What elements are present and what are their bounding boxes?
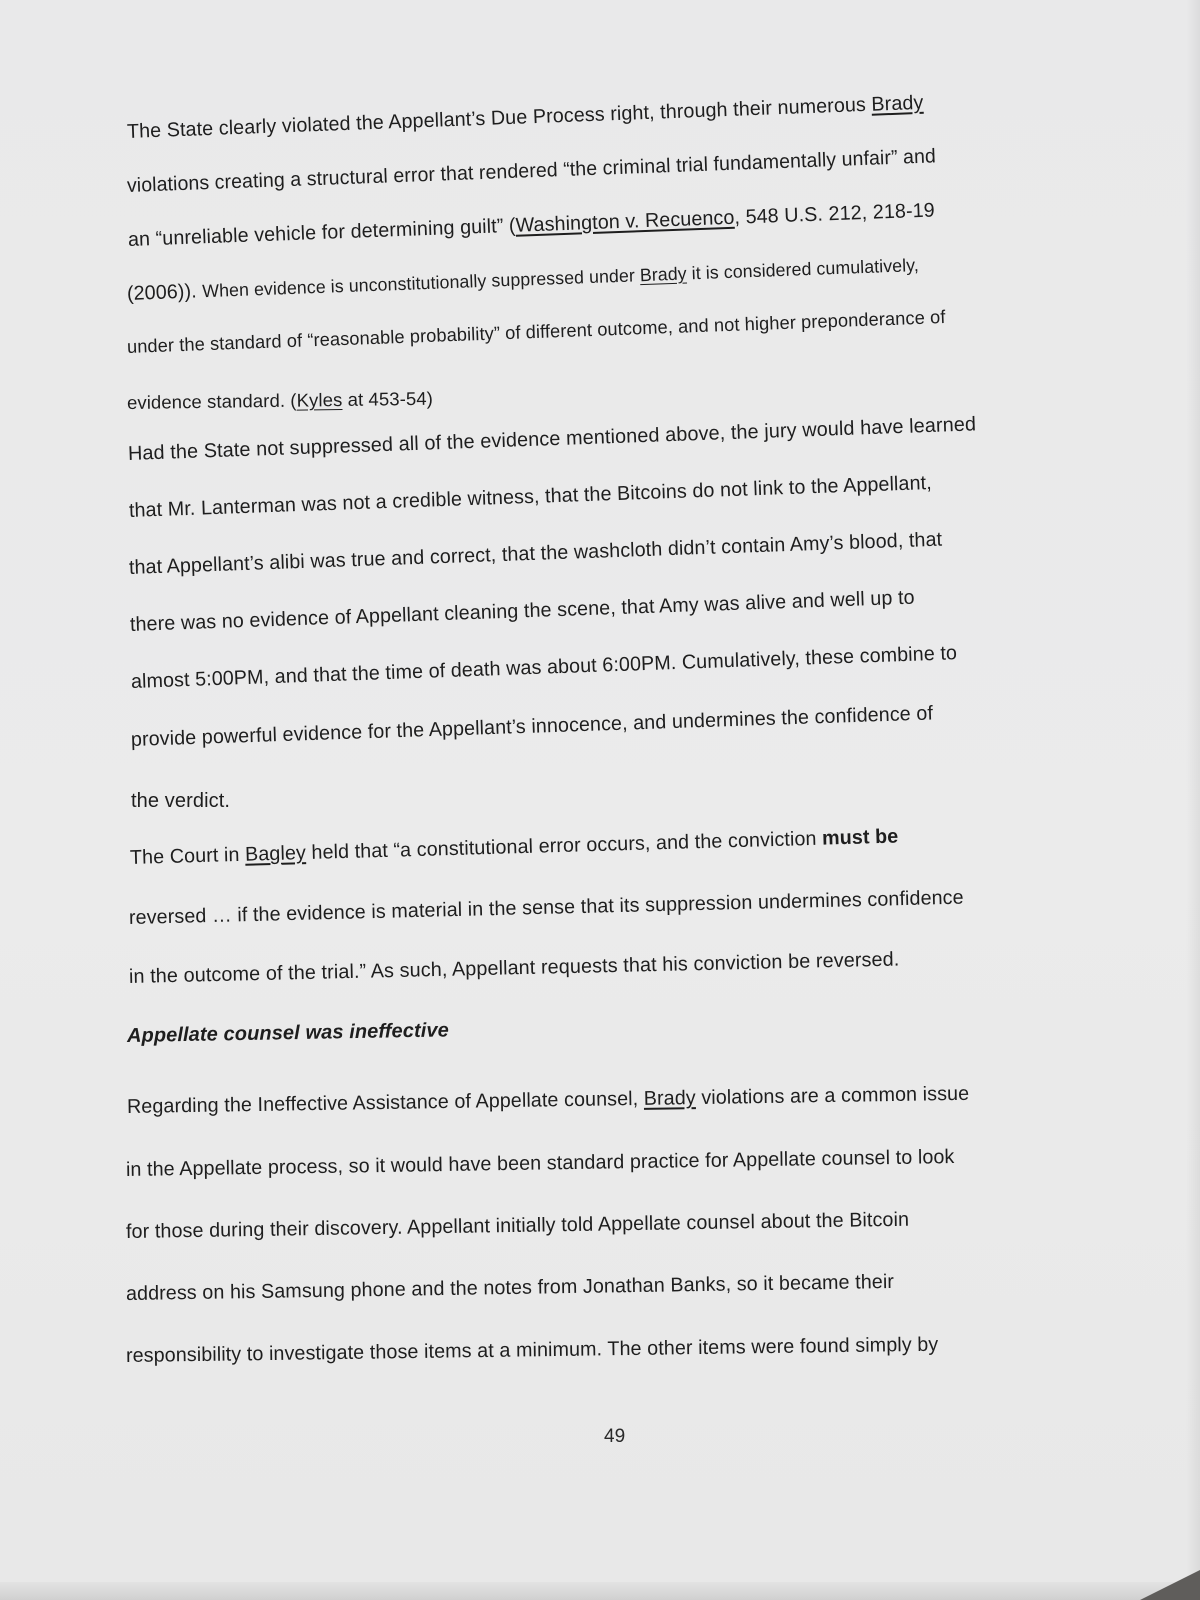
p4-line-5 <box>126 1334 939 1368</box>
p2-line-7 <box>131 790 230 813</box>
p4-line-3 <box>126 1209 909 1244</box>
p2-line-1-text: Had the State not suppressed all of the evidence mentioned above, the jury would have learned <box>127 413 977 465</box>
p1-line-5 <box>127 306 946 358</box>
case-ref-washington: Washington v. Recuenco <box>515 206 735 237</box>
p3-line-3 <box>129 949 900 989</box>
p1-line-5-text: under the standard of “reasonable probability” of different outcome, and not higher preponderance of <box>126 305 946 357</box>
p2-line-7-text: the verdict. <box>131 790 231 812</box>
p1-line-4-text-c: it is considered cumulatively, <box>686 254 920 284</box>
p1-line-2 <box>127 145 937 198</box>
p3-line-2 <box>129 887 964 930</box>
p4-line-3-text: for those during their discovery. Appellant initially told Appellate counsel about the Bitcoin <box>125 1208 910 1243</box>
p3-line-2-text: reversed … if the evidence is material in the sense that its suppression undermines confidence <box>128 886 964 929</box>
p3-line-1-text-b: held that “a constitutional error occurs, and the conviction <box>305 827 823 865</box>
p4-line-4 <box>126 1271 894 1306</box>
case-ref-brady-2: Brady <box>639 263 688 286</box>
p3-line-1 <box>130 826 899 870</box>
p1-line-1 <box>127 92 924 144</box>
p4-line-1 <box>127 1083 970 1119</box>
p3-emphasis-must-be: must be <box>821 825 899 850</box>
p3-line-1-text-a: The Court in <box>129 843 246 869</box>
p1-line-3 <box>128 199 936 252</box>
p2-line-4-text: there was no evidence of Appellant cleaning the scene, that Amy was alive and well up to <box>129 586 916 636</box>
p4-line-1-text-b: violations are a common issue <box>695 1082 970 1110</box>
case-ref-brady: Brady <box>871 91 924 116</box>
p3-line-3-text: in the outcome of the trial.” As such, Appellant requests that his conviction be reversed. <box>128 948 900 988</box>
page-bottom-edge <box>0 1582 1200 1600</box>
p2-line-6 <box>131 702 934 752</box>
p4-line-2-text: in the Appellate process, so it would have been standard practice for Appellate counsel to look <box>125 1145 955 1181</box>
p1-line-1-text: The State clearly violated the Appellant’s Due Process right, through their numerous <box>126 93 872 143</box>
p2-line-4 <box>130 587 915 637</box>
page-edge-shadow <box>1186 0 1200 1600</box>
p1-line-6-text-b: at 453-54) <box>342 387 434 410</box>
p2-line-2 <box>129 472 933 523</box>
p1-line-3-text-a: an “unreliable vehicle for determining guilt” ( <box>127 214 517 251</box>
p4-line-5-text: responsibility to investigate those items at a minimum. The other items were found simply by <box>125 1333 939 1367</box>
case-ref-bagley: Bagley <box>244 842 307 866</box>
page-number: 49 <box>604 1426 626 1447</box>
p1-line-3-text-b: , 548 U.S. 212, 218-19 <box>734 199 936 229</box>
p2-line-5-text: almost 5:00PM, and that the time of death was about 6:00PM. Cumulatively, these combine to <box>130 642 958 693</box>
section-heading <box>127 1019 449 1048</box>
p2-line-6-text: provide powerful evidence for the Appellant’s innocence, and undermines the confidence of <box>130 702 934 751</box>
p4-line-2 <box>126 1146 955 1182</box>
p4-line-4-text: address on his Samsung phone and the notes from Jonathan Banks, so it became their <box>125 1270 895 1305</box>
p1-line-6-text-a: evidence standard. ( <box>126 389 297 413</box>
p1-line-4 <box>127 254 920 306</box>
p2-line-3 <box>129 529 943 580</box>
p1-line-4-text-a: (2006)). <box>126 280 203 305</box>
case-ref-brady-3: Brady <box>643 1087 696 1110</box>
p2-line-5 <box>131 642 958 694</box>
p2-line-2-text: that Mr. Lanterman was not a credible witness, that the Bitcoins do not link to the Appellant, <box>128 471 933 522</box>
p1-line-6 <box>127 388 433 414</box>
p1-line-4-text-b: When evidence is unconstitutionally suppressed under <box>201 265 641 302</box>
p1-line-2-text: violations creating a structural error that rendered “the criminal trial fundamentally unfair” and <box>126 145 937 197</box>
p4-line-1-text-a: Regarding the Ineffective Assistance of Appellate counsel, <box>126 1087 644 1118</box>
p2-line-3-text: that Appellant’s alibi was true and correct, that the washcloth didn’t contain Amy’s blood, that <box>128 528 943 579</box>
p2-line-1 <box>128 413 977 466</box>
section-heading-text: Appellate counsel was ineffective <box>126 1019 450 1047</box>
case-ref-kyles: Kyles <box>296 388 343 411</box>
